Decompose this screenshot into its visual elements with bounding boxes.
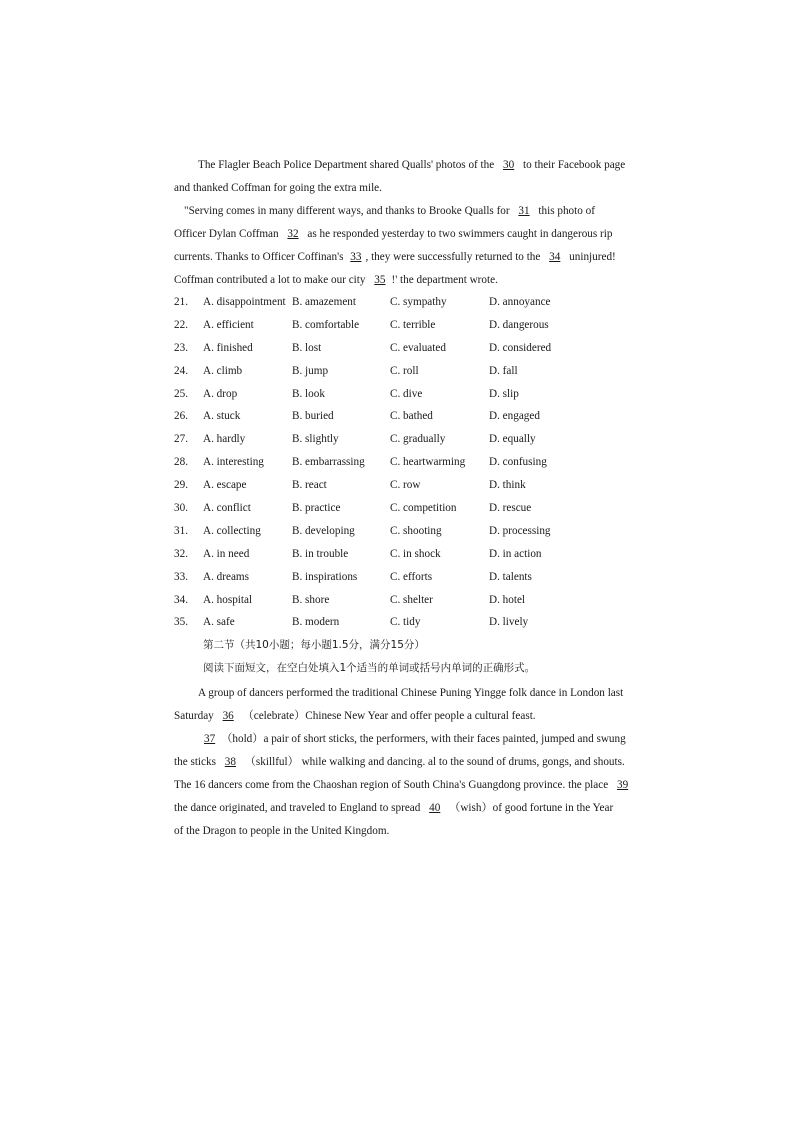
- option-d: D. confusing: [489, 456, 547, 469]
- passage-line: of the Dragon to people in the United Kingdom.: [174, 825, 390, 837]
- option-row: 22. A. efficient B. comfortable C. terrible D. dangerous: [174, 314, 614, 337]
- option-d: D. rescue: [489, 502, 532, 515]
- option-b: B. shore: [292, 593, 330, 606]
- option-c: C. heartwarming: [390, 456, 466, 469]
- option-c: C. gradually: [390, 433, 446, 446]
- option-a: A. stuck: [203, 410, 241, 423]
- passage-line: the sticks 38 （skillful） while walking and dancing. al to the sound of drums, gongs, and shouts.: [174, 756, 625, 768]
- option-c: C. bathed: [390, 410, 433, 423]
- blank-39: 39: [616, 779, 629, 791]
- option-b: B. look: [292, 387, 325, 400]
- option-d: D. processing: [489, 524, 551, 537]
- blank-40: 40: [429, 802, 441, 814]
- option-row: 27. A. hardly B. slightly C. gradually D. equally: [174, 428, 614, 451]
- option-c: C. shelter: [390, 593, 433, 606]
- passage-line: Officer Dylan Coffman 32 as he responded yesterday to two swimmers caught in dangerous rip: [174, 228, 613, 240]
- option-d: D. dangerous: [489, 318, 549, 331]
- passage-line: 37 （hold）a pair of short sticks, the performers, with their faces painted, jumped and swung: [174, 728, 630, 751]
- option-b: B. practice: [292, 502, 341, 515]
- answer-options: [174, 291, 614, 634]
- option-a: A. hardly: [203, 433, 246, 446]
- blank-33: 33: [350, 251, 362, 263]
- option-row: 33. A. dreams B. inspirations C. efforts D. talents: [174, 566, 614, 589]
- option-a: A. interesting: [203, 456, 264, 469]
- option-c: C. terrible: [390, 318, 436, 331]
- option-a: A. safe: [203, 616, 235, 629]
- option-b: B. embarrassing: [292, 456, 365, 469]
- option-row: 34. A. hospital B. shore C. shelter D. hotel: [174, 589, 614, 612]
- option-c: C. sympathy: [390, 296, 447, 308]
- option-a: A. dreams: [203, 570, 249, 583]
- option-d: D. slip: [489, 387, 519, 400]
- option-a: A. disappointment: [203, 296, 286, 308]
- option-a: A. climb: [203, 364, 243, 377]
- passage-line: The Flagler Beach Police Department shared Qualls' photos of the 30 to their Facebook page: [198, 159, 626, 171]
- option-b: B. inspirations: [292, 570, 358, 583]
- passage-line: currents. Thanks to Officer Coffinan's 33 , they were successfully returned to the 34 uninjured!: [174, 251, 616, 263]
- cloze-passage-end: [174, 154, 630, 292]
- option-a: A. finished: [203, 341, 253, 354]
- option-a: A. in need: [203, 547, 250, 560]
- option-d: D. considered: [489, 341, 552, 354]
- option-d: D. lively: [489, 616, 529, 629]
- option-c: C. row: [390, 479, 421, 492]
- passage-line: Saturday 36 （celebrate）Chinese New Year and offer people a cultural feast.: [174, 710, 536, 722]
- option-a: A. drop: [203, 387, 238, 400]
- option-b: B. buried: [292, 410, 334, 423]
- option-c: C. in shock: [390, 547, 441, 560]
- option-b: B. lost: [292, 341, 322, 354]
- option-b: B. slightly: [292, 433, 339, 446]
- option-b: B. in trouble: [292, 547, 349, 560]
- option-row: 26. A. stuck B. buried C. bathed D. engaged: [174, 405, 614, 428]
- option-d: D. equally: [489, 433, 536, 446]
- option-row: 24. A. climb B. jump C. roll D. fall: [174, 360, 614, 383]
- option-a: A. escape: [203, 479, 247, 492]
- option-c: C. efforts: [390, 570, 433, 583]
- option-c: C. dive: [390, 387, 423, 400]
- option-row: 29. A. escape B. react C. row D. think: [174, 474, 614, 497]
- option-row: 23. A. finished B. lost C. evaluated D. considered: [174, 337, 614, 360]
- passage-line: The 16 dancers come from the Chaoshan region of South China's Guangdong province. the place 39: [174, 779, 629, 791]
- option-row: 30. A. conflict B. practice C. competition D. rescue: [174, 497, 614, 520]
- section-heading: 第二节（共10小题；每小题1.5分，满分15分）: [203, 639, 425, 651]
- option-a: A. hospital: [203, 593, 253, 606]
- option-d: D. think: [489, 479, 526, 492]
- option-d: D. annoyance: [489, 296, 551, 308]
- option-c: C. shooting: [390, 524, 442, 537]
- option-row: 25. A. drop B. look C. dive D. slip: [174, 383, 614, 406]
- blank-37: 37: [204, 733, 216, 745]
- section-instruction: 阅读下面短文，在空白处填入1个适当的单词或括号内单词的正确形式。: [203, 662, 536, 674]
- passage-line: Coffman contributed a lot to make our city 35 !' the department wrote.: [174, 274, 498, 286]
- blank-35: 35: [374, 274, 386, 286]
- option-c: C. roll: [390, 364, 419, 377]
- option-row: 32. A. in need B. in trouble C. in shock D. in action: [174, 543, 614, 566]
- blank-36: 36: [222, 710, 234, 722]
- option-b: B. developing: [292, 524, 355, 537]
- option-b: B. react: [292, 479, 327, 492]
- option-d: D. hotel: [489, 593, 526, 606]
- option-c: C. evaluated: [390, 341, 446, 354]
- blank-32: 32: [287, 228, 299, 240]
- option-row: 31. A. collecting B. developing C. shooting D. processing: [174, 520, 614, 543]
- option-d: D. engaged: [489, 410, 540, 423]
- passage-line: "Serving comes in many different ways, and thanks to Brooke Qualls for 31 this photo of: [184, 205, 595, 217]
- option-b: B. jump: [292, 364, 329, 377]
- option-b: B. amazement: [292, 296, 356, 308]
- passage-line: and thanked Coffman for going the extra mile.: [174, 182, 382, 194]
- option-c: C. competition: [390, 502, 457, 515]
- option-b: B. comfortable: [292, 318, 360, 331]
- option-a: A. conflict: [203, 502, 251, 515]
- passage-line: the dance originated, and traveled to England to spread 40 （wish）of good fortune in the Year: [174, 802, 614, 814]
- blank-38: 38: [224, 756, 236, 768]
- option-a: A. collecting: [203, 524, 261, 537]
- blank-34: 34: [549, 251, 561, 263]
- option-b: B. modern: [292, 616, 340, 629]
- option-a: A. efficient: [203, 318, 254, 331]
- option-d: D. fall: [489, 364, 518, 377]
- option-row: 21. A. disappointment B. amazement C. sympathy D. annoyance: [174, 291, 614, 314]
- blank-30: 30: [503, 159, 515, 171]
- passage-line: A group of dancers performed the traditional Chinese Puning Yingge folk dance in London last: [198, 687, 624, 699]
- option-c: C. tidy: [390, 616, 421, 629]
- option-d: D. in action: [489, 547, 542, 560]
- option-row: 28. A. interesting B. embarrassing C. heartwarming D. confusing: [174, 451, 614, 474]
- blank-31: 31: [518, 205, 530, 217]
- option-d: D. talents: [489, 570, 532, 583]
- option-row: 35. A. safe B. modern C. tidy D. lively: [174, 611, 614, 634]
- grammar-passage: [174, 682, 630, 843]
